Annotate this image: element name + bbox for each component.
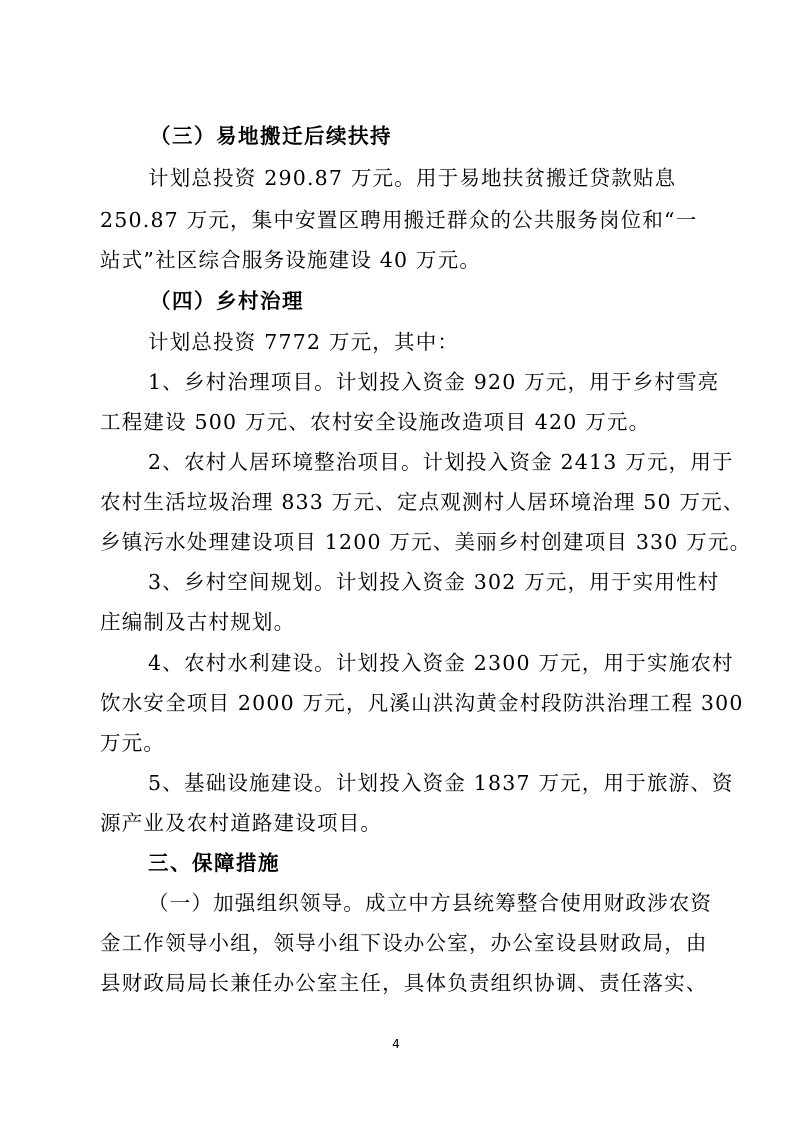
list-item-line: 工程建设 500 万元、农村安全设施改造项目 420 万元。: [100, 410, 651, 434]
paragraph-line: 计划总投资 7772 万元，其中：: [148, 330, 460, 354]
list-item-line: 乡镇污水处理建设项目 1200 万元、美丽乡村创建项目 330 万元。: [100, 530, 752, 554]
list-item-line: 1、乡村治理项目。计划投入资金 920 万元，用于乡村雪亮: [148, 370, 720, 394]
paragraph-line: 金工作领导小组，领导小组下设办公室，办公室设县财政局，由: [100, 931, 708, 955]
list-item-line: 庄编制及古村规划。: [100, 610, 296, 634]
paragraph-line: 站式”社区综合服务设施建设 40 万元。: [100, 248, 482, 272]
list-item-line: 4、农村水利建设。计划投入资金 2300 万元，用于实施农村: [148, 651, 734, 675]
section-heading-rural-governance: （四）乡村治理: [150, 289, 304, 313]
list-item-line: 5、基础设施建设。计划投入资金 1837 万元，用于旅游、资: [148, 771, 734, 795]
section-heading-safeguard-measures: 三、保障措施: [148, 851, 280, 875]
section-heading-relocation-support: （三）易地搬迁后续扶持: [150, 124, 392, 148]
list-item-line: 饮水安全项目 2000 万元，凡溪山洪沟黄金村段防洪治理工程 300: [100, 691, 744, 715]
paragraph-line: 250.87 万元，集中安置区聘用搬迁群众的公共服务岗位和“一: [100, 208, 698, 232]
list-item-line: 源产业及农村道路建设项目。: [100, 811, 383, 835]
list-item-line: 3、乡村空间规划。计划投入资金 302 万元，用于实用性村: [148, 570, 720, 594]
list-item-line: 万元。: [100, 731, 166, 755]
paragraph-line: （一）加强组织领导。成立中方县统筹整合使用财政涉农资: [148, 891, 713, 915]
list-item-line: 农村生活垃圾治理 833 万元、定点观测村人居环境治理 50 万元、: [100, 490, 745, 514]
page-number: 4: [392, 1037, 400, 1051]
paragraph-line: 计划总投资 290.87 万元。用于易地扶贫搬迁贷款贴息: [148, 166, 677, 190]
paragraph-line: 县财政局局长兼任办公室主任，具体负责组织协调、责任落实、: [100, 971, 708, 995]
list-item-line: 2、农村人居环境整治项目。计划投入资金 2413 万元，用于: [148, 450, 734, 474]
